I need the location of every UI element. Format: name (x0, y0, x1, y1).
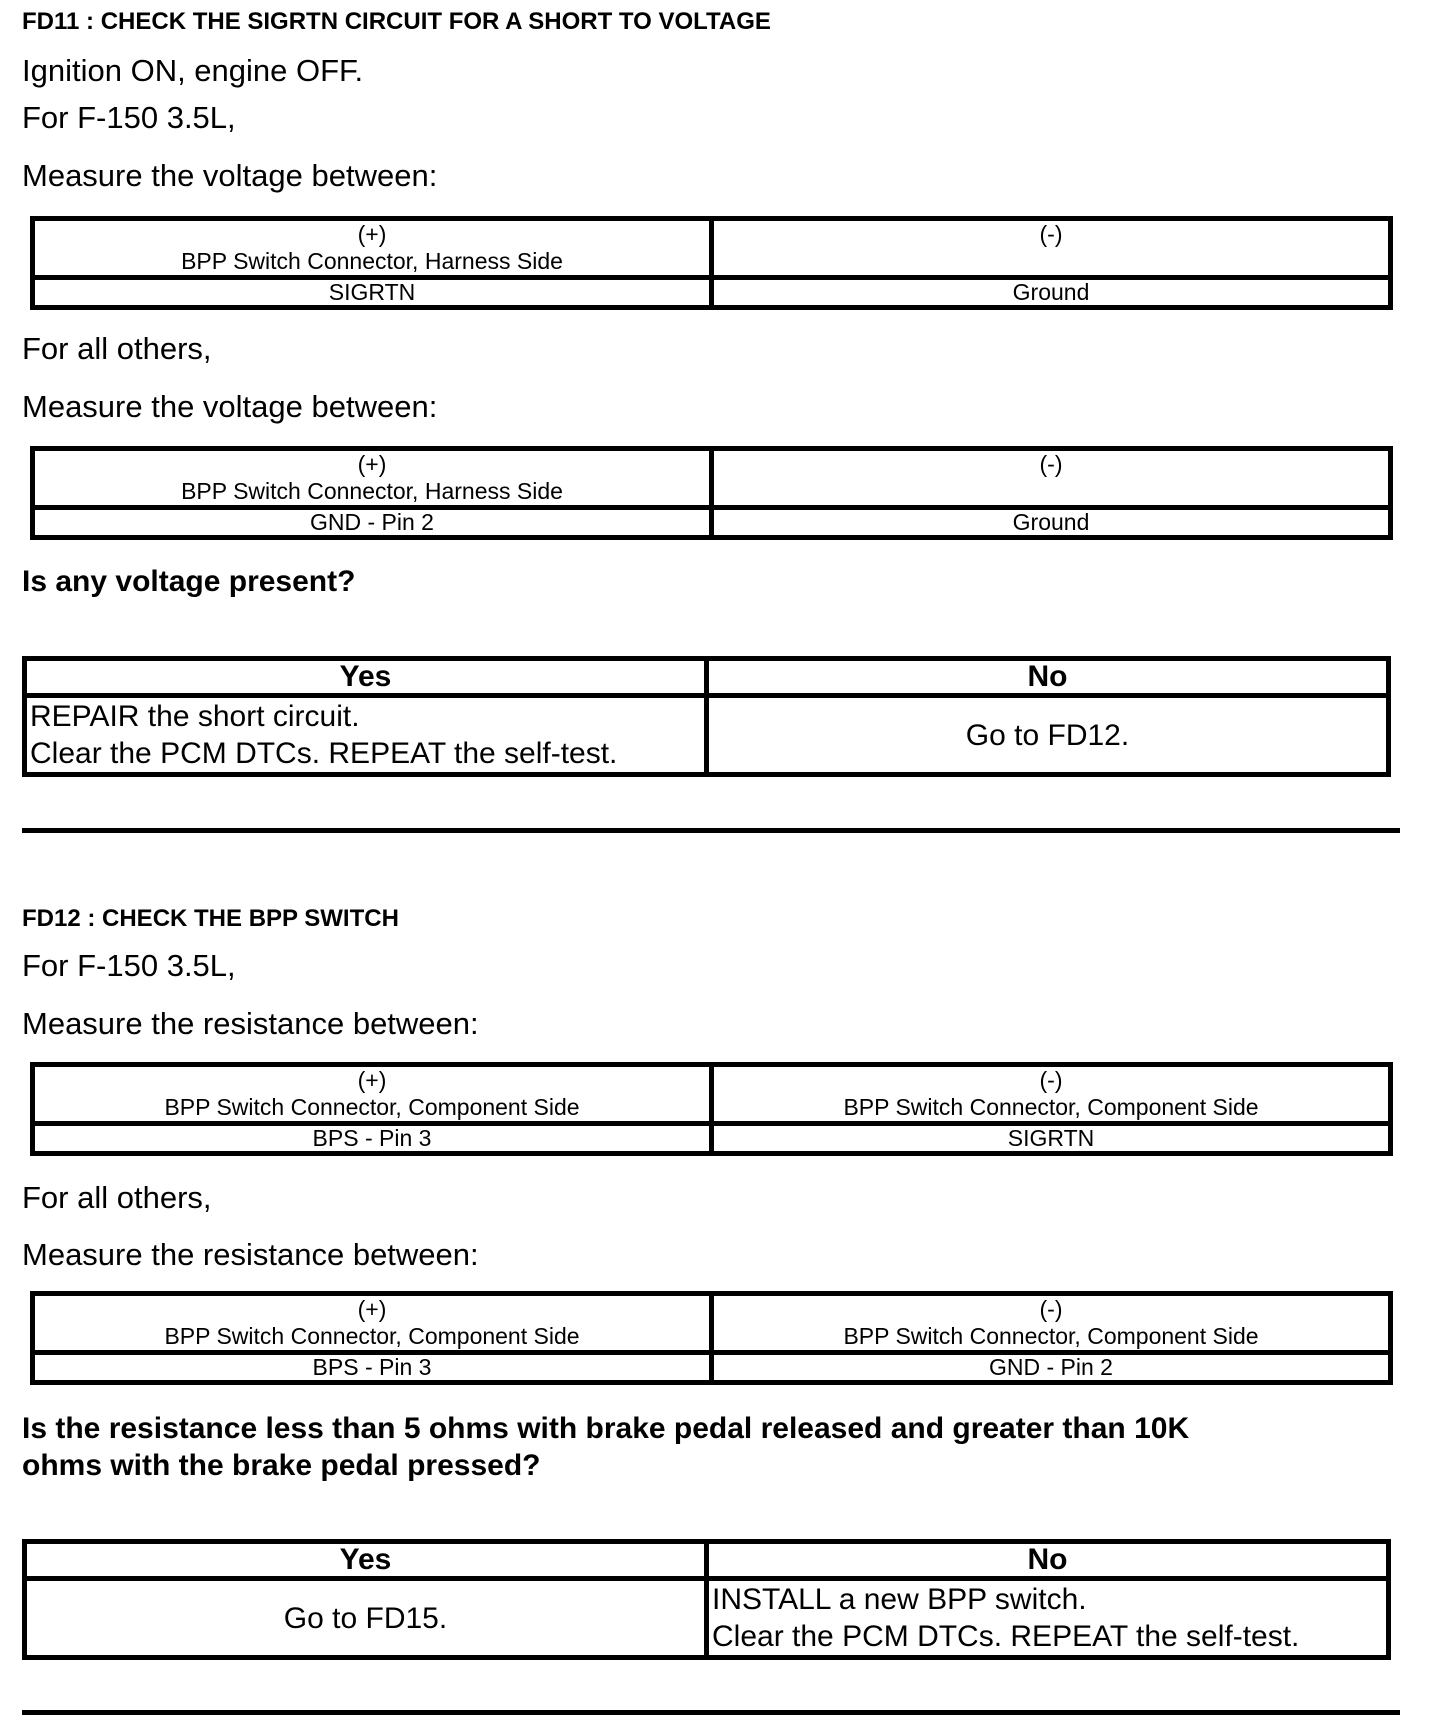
fd12-case2-label: For all others, (22, 1180, 212, 1215)
yes-action-line: REPAIR the short circuit. (30, 700, 360, 733)
fd12-title: FD12 : CHECK THE BPP SWITCH (22, 905, 399, 932)
minus-value: Ground (712, 278, 1391, 308)
plus-value: GND - Pin 2 (33, 508, 712, 538)
question-line: ohms with the brake pedal pressed? (22, 1449, 541, 1482)
minus-sign: (-) (1039, 1296, 1063, 1322)
section-divider (22, 828, 1400, 833)
no-header: No (707, 1542, 1389, 1579)
fd12-case2-measurement-table (30, 1291, 1393, 1385)
plus-sign: (+) (357, 451, 387, 477)
fd12-case1-instruction: Measure the resistance between: (22, 1006, 479, 1041)
yes-header: Yes (25, 659, 707, 696)
no-header: No (707, 659, 1389, 696)
plus-location: BPP Switch Connector, Component Side (164, 1323, 580, 1349)
yes-action (25, 696, 707, 775)
minus-probe-header (712, 219, 1391, 278)
no-action (707, 1579, 1389, 1658)
no-action (707, 696, 1389, 775)
fd11-question: Is any voltage present? (22, 565, 356, 598)
fd11-title: FD11 : CHECK THE SIGRTN CIRCUIT FOR A SHORT TO VOLTAGE (22, 8, 771, 35)
fd11-case2-measurement-table (30, 446, 1393, 540)
fd11-result-table (22, 656, 1391, 777)
no-action-line: INSTALL a new BPP switch. (712, 1583, 1087, 1616)
minus-sign: (-) (1039, 221, 1063, 247)
minus-sign: (-) (1039, 451, 1063, 477)
question-line: Is the resistance less than 5 ohms with brake pedal released and greater than 10K (22, 1412, 1190, 1445)
fd11-case1-measurement-table (30, 216, 1393, 310)
fd11-case1-label: For F-150 3.5L, (22, 100, 236, 135)
minus-probe-header (712, 1294, 1391, 1353)
fd11-case1-instruction: Measure the voltage between: (22, 158, 438, 193)
plus-value: BPS - Pin 3 (33, 1124, 712, 1154)
minus-location: BPP Switch Connector, Component Side (843, 1094, 1259, 1120)
plus-probe-header (33, 449, 712, 508)
plus-value: BPS - Pin 3 (33, 1353, 712, 1383)
fd12-question (22, 1410, 1402, 1484)
plus-sign: (+) (357, 1296, 387, 1322)
minus-location: BPP Switch Connector, Component Side (843, 1323, 1259, 1349)
fd12-case1-measurement-table (30, 1062, 1393, 1156)
yes-action (25, 1579, 707, 1658)
plus-sign: (+) (357, 1067, 387, 1093)
no-action-line: Clear the PCM DTCs. REPEAT the self-test. (712, 1620, 1300, 1653)
minus-probe-header (712, 1065, 1391, 1124)
fd12-case1-label: For F-150 3.5L, (22, 948, 236, 983)
plus-location: BPP Switch Connector, Harness Side (181, 248, 563, 274)
plus-probe-header (33, 1065, 712, 1124)
yes-action-line: Clear the PCM DTCs. REPEAT the self-test. (30, 737, 618, 770)
plus-location: BPP Switch Connector, Harness Side (181, 478, 563, 504)
yes-header: Yes (25, 1542, 707, 1579)
plus-probe-header (33, 1294, 712, 1353)
minus-sign: (-) (1039, 1067, 1063, 1093)
plus-probe-header (33, 219, 712, 278)
fd12-case2-instruction: Measure the resistance between: (22, 1237, 479, 1272)
minus-value: SIGRTN (712, 1124, 1391, 1154)
plus-location: BPP Switch Connector, Component Side (164, 1094, 580, 1120)
section-divider (22, 1710, 1400, 1715)
yes-action-link[interactable]: Go to FD15. (283, 1601, 448, 1635)
fd11-intro: Ignition ON, engine OFF. (22, 53, 364, 88)
plus-value: SIGRTN (33, 278, 712, 308)
fd12-result-table (22, 1539, 1391, 1660)
no-action-link[interactable]: Go to FD12. (965, 718, 1130, 752)
plus-sign: (+) (357, 221, 387, 247)
fd11-case2-label: For all others, (22, 331, 212, 366)
fd11-case2-instruction: Measure the voltage between: (22, 389, 438, 424)
minus-value: Ground (712, 508, 1391, 538)
minus-value: GND - Pin 2 (712, 1353, 1391, 1383)
minus-probe-header (712, 449, 1391, 508)
